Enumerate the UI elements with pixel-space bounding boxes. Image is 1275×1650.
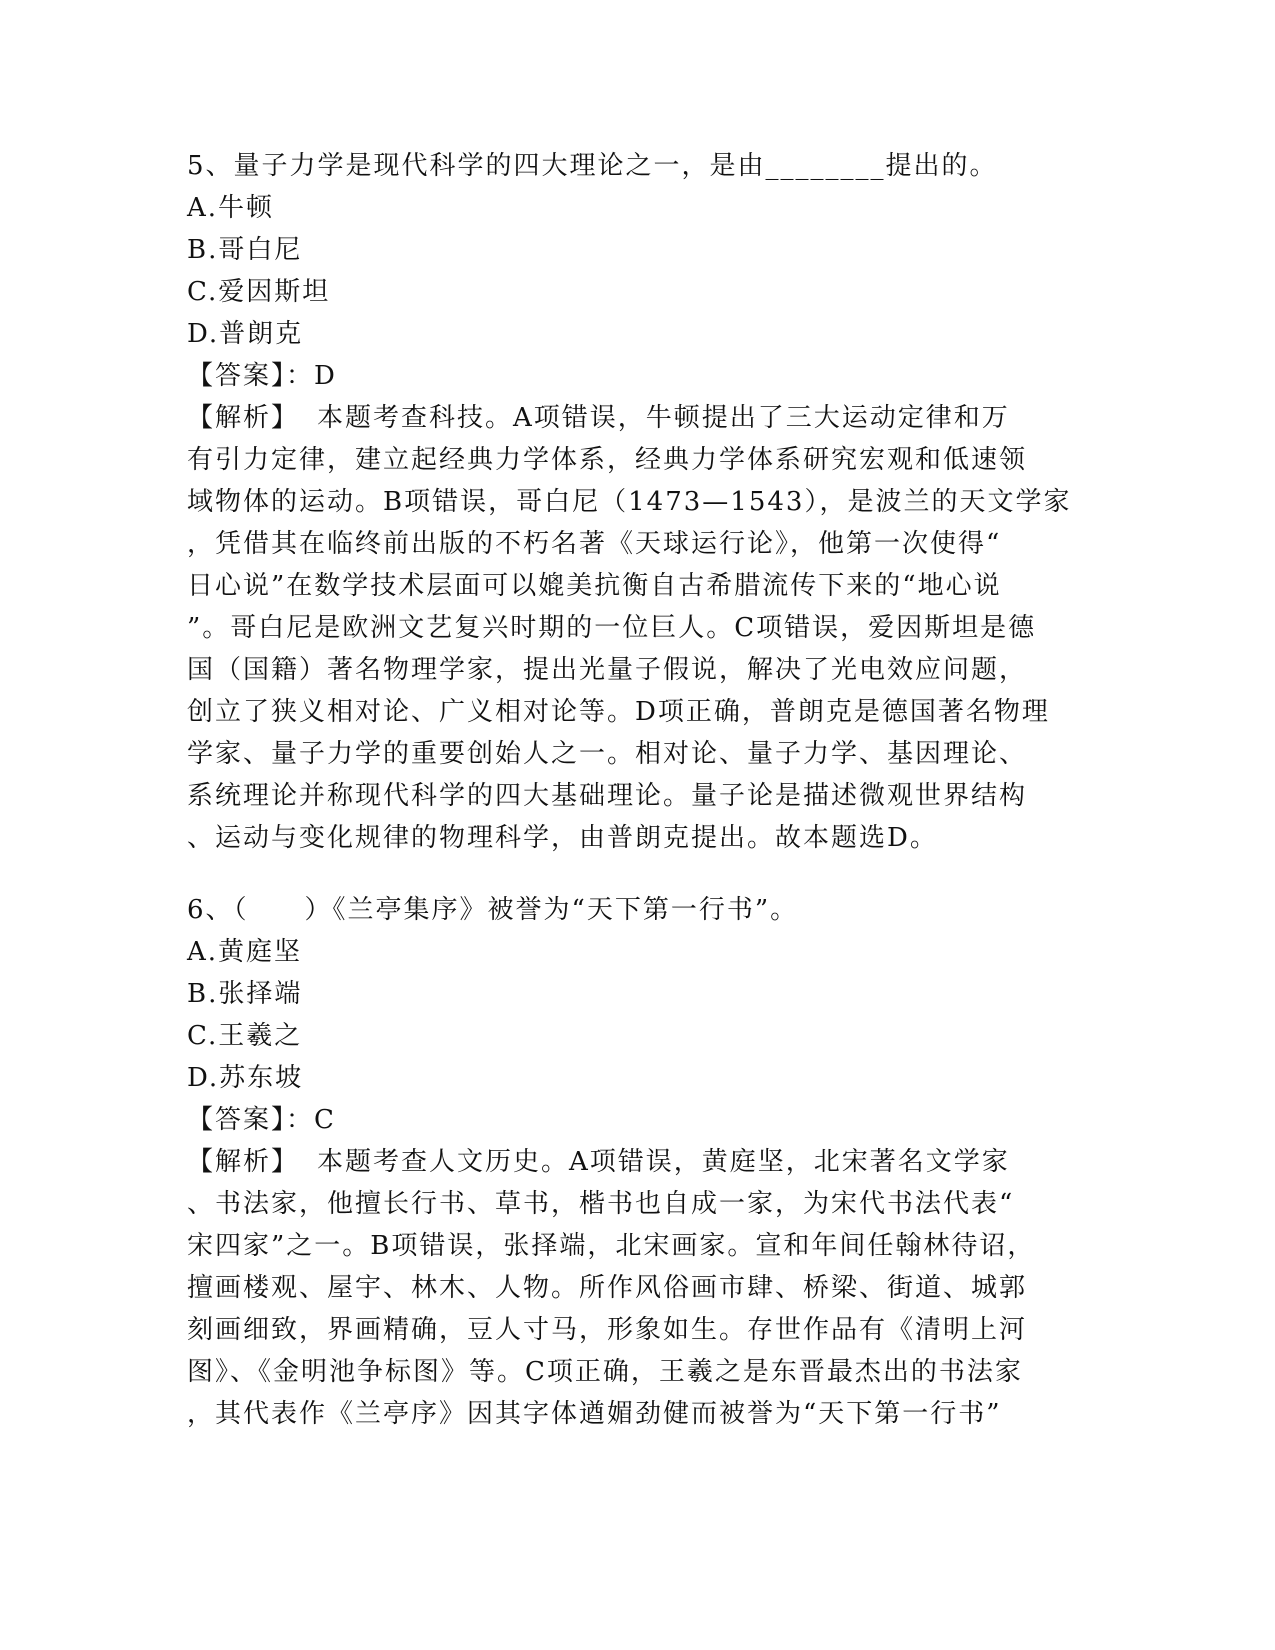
answer-line: [187, 355, 1087, 397]
explanation-line: 宋四家”之一。B项错误，张择端，北宋画家。宣和年间任翰林待诏，: [187, 1231, 1036, 1261]
answer-value: D: [314, 361, 337, 391]
explanation-line: 域物体的运动。B项错误，哥白尼（1473—1543），是波兰的天文学家: [187, 487, 1072, 517]
answer-value: C: [314, 1105, 336, 1135]
explanation-line: [187, 1141, 1087, 1183]
answer-label: 【答案】：: [187, 1105, 315, 1135]
explanation-text: 本题考查科技。A项错误，牛顿提出了三大运动定律和万: [317, 403, 1010, 433]
explanation-line: 擅画楼观、屋宇、林木、人物。所作风俗画市肆、桥梁、街道、城郭: [187, 1273, 1028, 1303]
option-b: B.哥白尼: [187, 235, 303, 265]
explanation-line: 、运动与变化规律的物理科学，由普朗克提出。故本题选D。: [187, 823, 938, 853]
explanation-label: 【解析】: [187, 1147, 300, 1177]
explanation-label: 【解析】: [187, 403, 300, 433]
explanation-line: 系统理论并称现代科学的四大基础理论。量子论是描述微观世界结构: [187, 781, 1028, 811]
explanation-line: 创立了狭义相对论、广义相对论等。D项正确，普朗克是德国著名物理: [187, 697, 1050, 727]
question-5: [187, 145, 1087, 859]
explanation-line: ”。哥白尼是欧洲文艺复兴时期的一位巨人。C项错误，爱因斯坦是德: [187, 613, 1037, 643]
option-d: D.普朗克: [187, 319, 304, 349]
question-stem: 6、（ ）《兰亭集序》被誉为“天下第一行书”。: [187, 895, 799, 925]
explanation-text: 本题考查人文历史。A项错误，黄庭坚，北宋著名文学家: [317, 1147, 1010, 1177]
answer-line: [187, 1099, 1087, 1141]
option-d: D.苏东坡: [187, 1063, 304, 1093]
explanation-line: ，其代表作《兰亭序》因其字体遒媚劲健而被誉为“天下第一行书”: [187, 1399, 1002, 1429]
explanation-line: 图》、《金明池争标图》等。C项正确，王羲之是东晋最杰出的书法家: [187, 1357, 1023, 1387]
explanation-line: 、书法家，他擅长行书、草书，楷书也自成一家，为宋代书法代表“: [187, 1189, 1015, 1219]
answer-label: 【答案】：: [187, 361, 315, 391]
option-b: B.张择端: [187, 979, 303, 1009]
option-a: A.黄庭坚: [187, 937, 303, 967]
explanation-line: 国（国籍）著名物理学家，提出光量子假说，解决了光电效应问题，: [187, 655, 1028, 685]
question-6: [187, 889, 1087, 1435]
explanation-line: ，凭借其在临终前出版的不朽名著《天球运行论》，他第一次使得“: [187, 529, 1002, 559]
explanation-line: 学家、量子力学的重要创始人之一。相对论、量子力学、基因理论、: [187, 739, 1028, 769]
document-content: [187, 145, 1087, 1435]
option-c: C.爱因斯坦: [187, 277, 331, 307]
question-spacer: [187, 859, 1087, 889]
explanation-line: 刻画细致，界画精确，豆人寸马，形象如生。存世作品有《清明上河: [187, 1315, 1028, 1345]
option-a: A.牛顿: [187, 193, 275, 223]
explanation-line: 有引力定律，建立起经典力学体系，经典力学体系研究宏观和低速领: [187, 445, 1028, 475]
option-c: C.王羲之: [187, 1021, 303, 1051]
explanation-line: 日心说”在数学技术层面可以媲美抗衡自古希腊流传下来的“地心说: [187, 571, 1002, 601]
explanation-line: [187, 397, 1087, 439]
question-stem: 5、量子力学是现代科学的四大理论之一，是由________提出的。: [187, 151, 998, 181]
